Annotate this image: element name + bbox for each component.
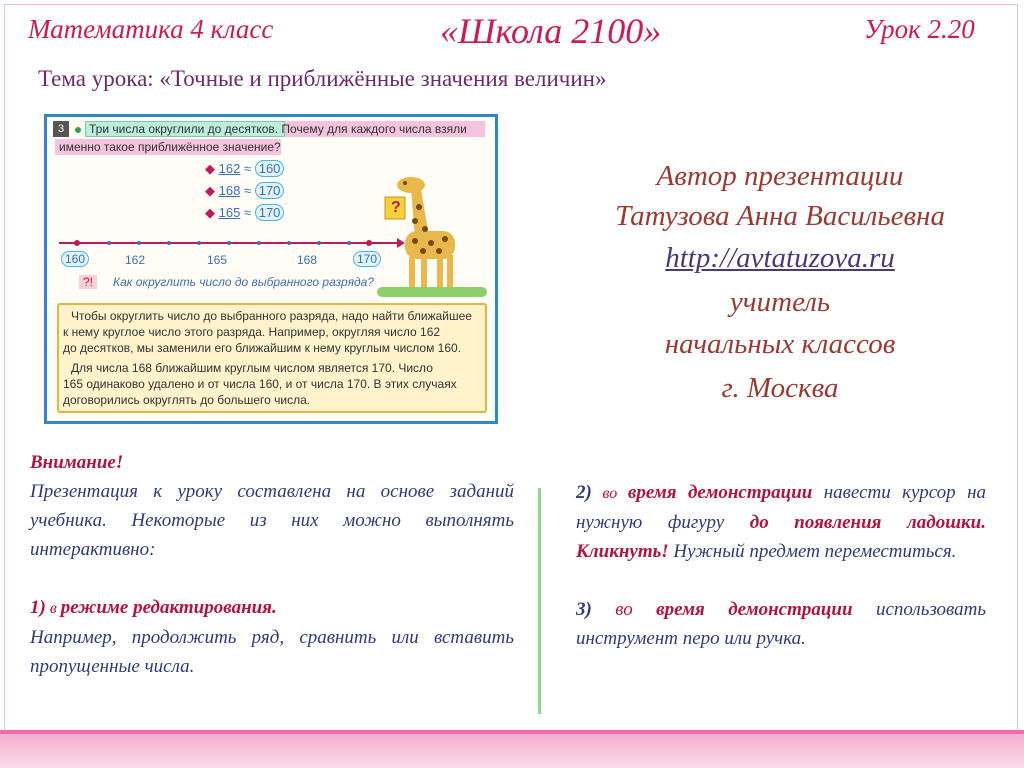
item-1: 1) в режиме редактирования. [30, 597, 277, 618]
diamond-icon: ◆ [205, 161, 215, 176]
task-line-1: Три числа округлили до десятков. Почему для каждого числа взяли [89, 122, 467, 136]
subject-title: Математика 4 класс [28, 14, 274, 44]
rule-line: к нему круглое число этого разряда. Например, округляя число 162 [63, 325, 441, 339]
number-line-label: 165 [207, 253, 228, 267]
lesson-topic: Тема урока: «Точные и приближённые значения величин» [38, 66, 607, 91]
rounding-pair: ◆ 168 ≈ 170 [205, 183, 284, 199]
author-city: г. Москва [721, 372, 839, 404]
item-2: 2) во время демонстрации навести курсор на нужную фигуру до появления ладошки. Кликнуть! Нужный предмет переместиться. [576, 482, 986, 562]
left-notes [30, 448, 514, 681]
item-1-text: Например, продолжить ряд, сравнить или вставить пропущенные числа. [30, 627, 514, 677]
diamond-icon: ◆ [205, 205, 215, 220]
author-link[interactable]: http://avtatuzova.ru [665, 242, 895, 274]
right-notes [576, 478, 986, 653]
question-badge: ?! [79, 275, 97, 289]
rule-line: 165 одинаково удалено и от числа 160, и от числа 170. В этих случаях [63, 377, 457, 391]
item-3: 3) во время демонстрации использовать инструмент перо или ручка. [576, 599, 986, 649]
rule-line: договорились округлять до большего числа. [63, 393, 311, 407]
rule-box [57, 303, 487, 413]
author-role-2: начальных классов [664, 328, 896, 360]
diamond-icon: ◆ [205, 183, 215, 198]
giraffe-sign-text: ? [391, 199, 401, 216]
question-text: Как округлить число до выбранного разряда? [113, 275, 374, 289]
number-line-label: 162 [125, 253, 146, 267]
author-role: учитель [729, 286, 831, 318]
rule-line: Чтобы округлить число до выбранного разряда, надо найти ближайшее [71, 309, 472, 323]
footer-band [0, 730, 1024, 768]
number-line-label: 160 [61, 251, 89, 267]
number-line-label: 170 [353, 251, 381, 267]
attention-heading: Внимание! [30, 452, 124, 473]
grass [377, 287, 487, 297]
author-label: Автор презентации [656, 160, 904, 192]
task-line-2: именно такое приближённое значение? [59, 140, 281, 154]
giraffe-illustration [375, 167, 475, 302]
intro-text: Презентация к уроку составлена на основе заданий учебника. Некоторые из них можно выполнять интерактивно: [30, 481, 514, 560]
rounding-pair: ◆ 165 ≈ 170 [205, 205, 284, 221]
lesson-number: Урок 2.20 [864, 14, 975, 44]
school-title: «Школа 2100» [440, 11, 662, 51]
rounding-pair: ◆ 162 ≈ 160 [205, 161, 284, 177]
rule-line: Для числа 168 ближайшим круглым числом является 170. Число [71, 361, 433, 375]
textbook-illustration [44, 114, 498, 424]
rule-line: до десятков, мы заменили его ближайшим к нему круглым числом 160. [63, 341, 462, 355]
task-number-badge: 3 [53, 121, 69, 137]
number-line-label: 168 [297, 253, 318, 267]
divider-line [538, 488, 541, 714]
green-bullet-icon [75, 127, 81, 133]
author-name: Татузова Анна Васильевна [615, 200, 945, 232]
